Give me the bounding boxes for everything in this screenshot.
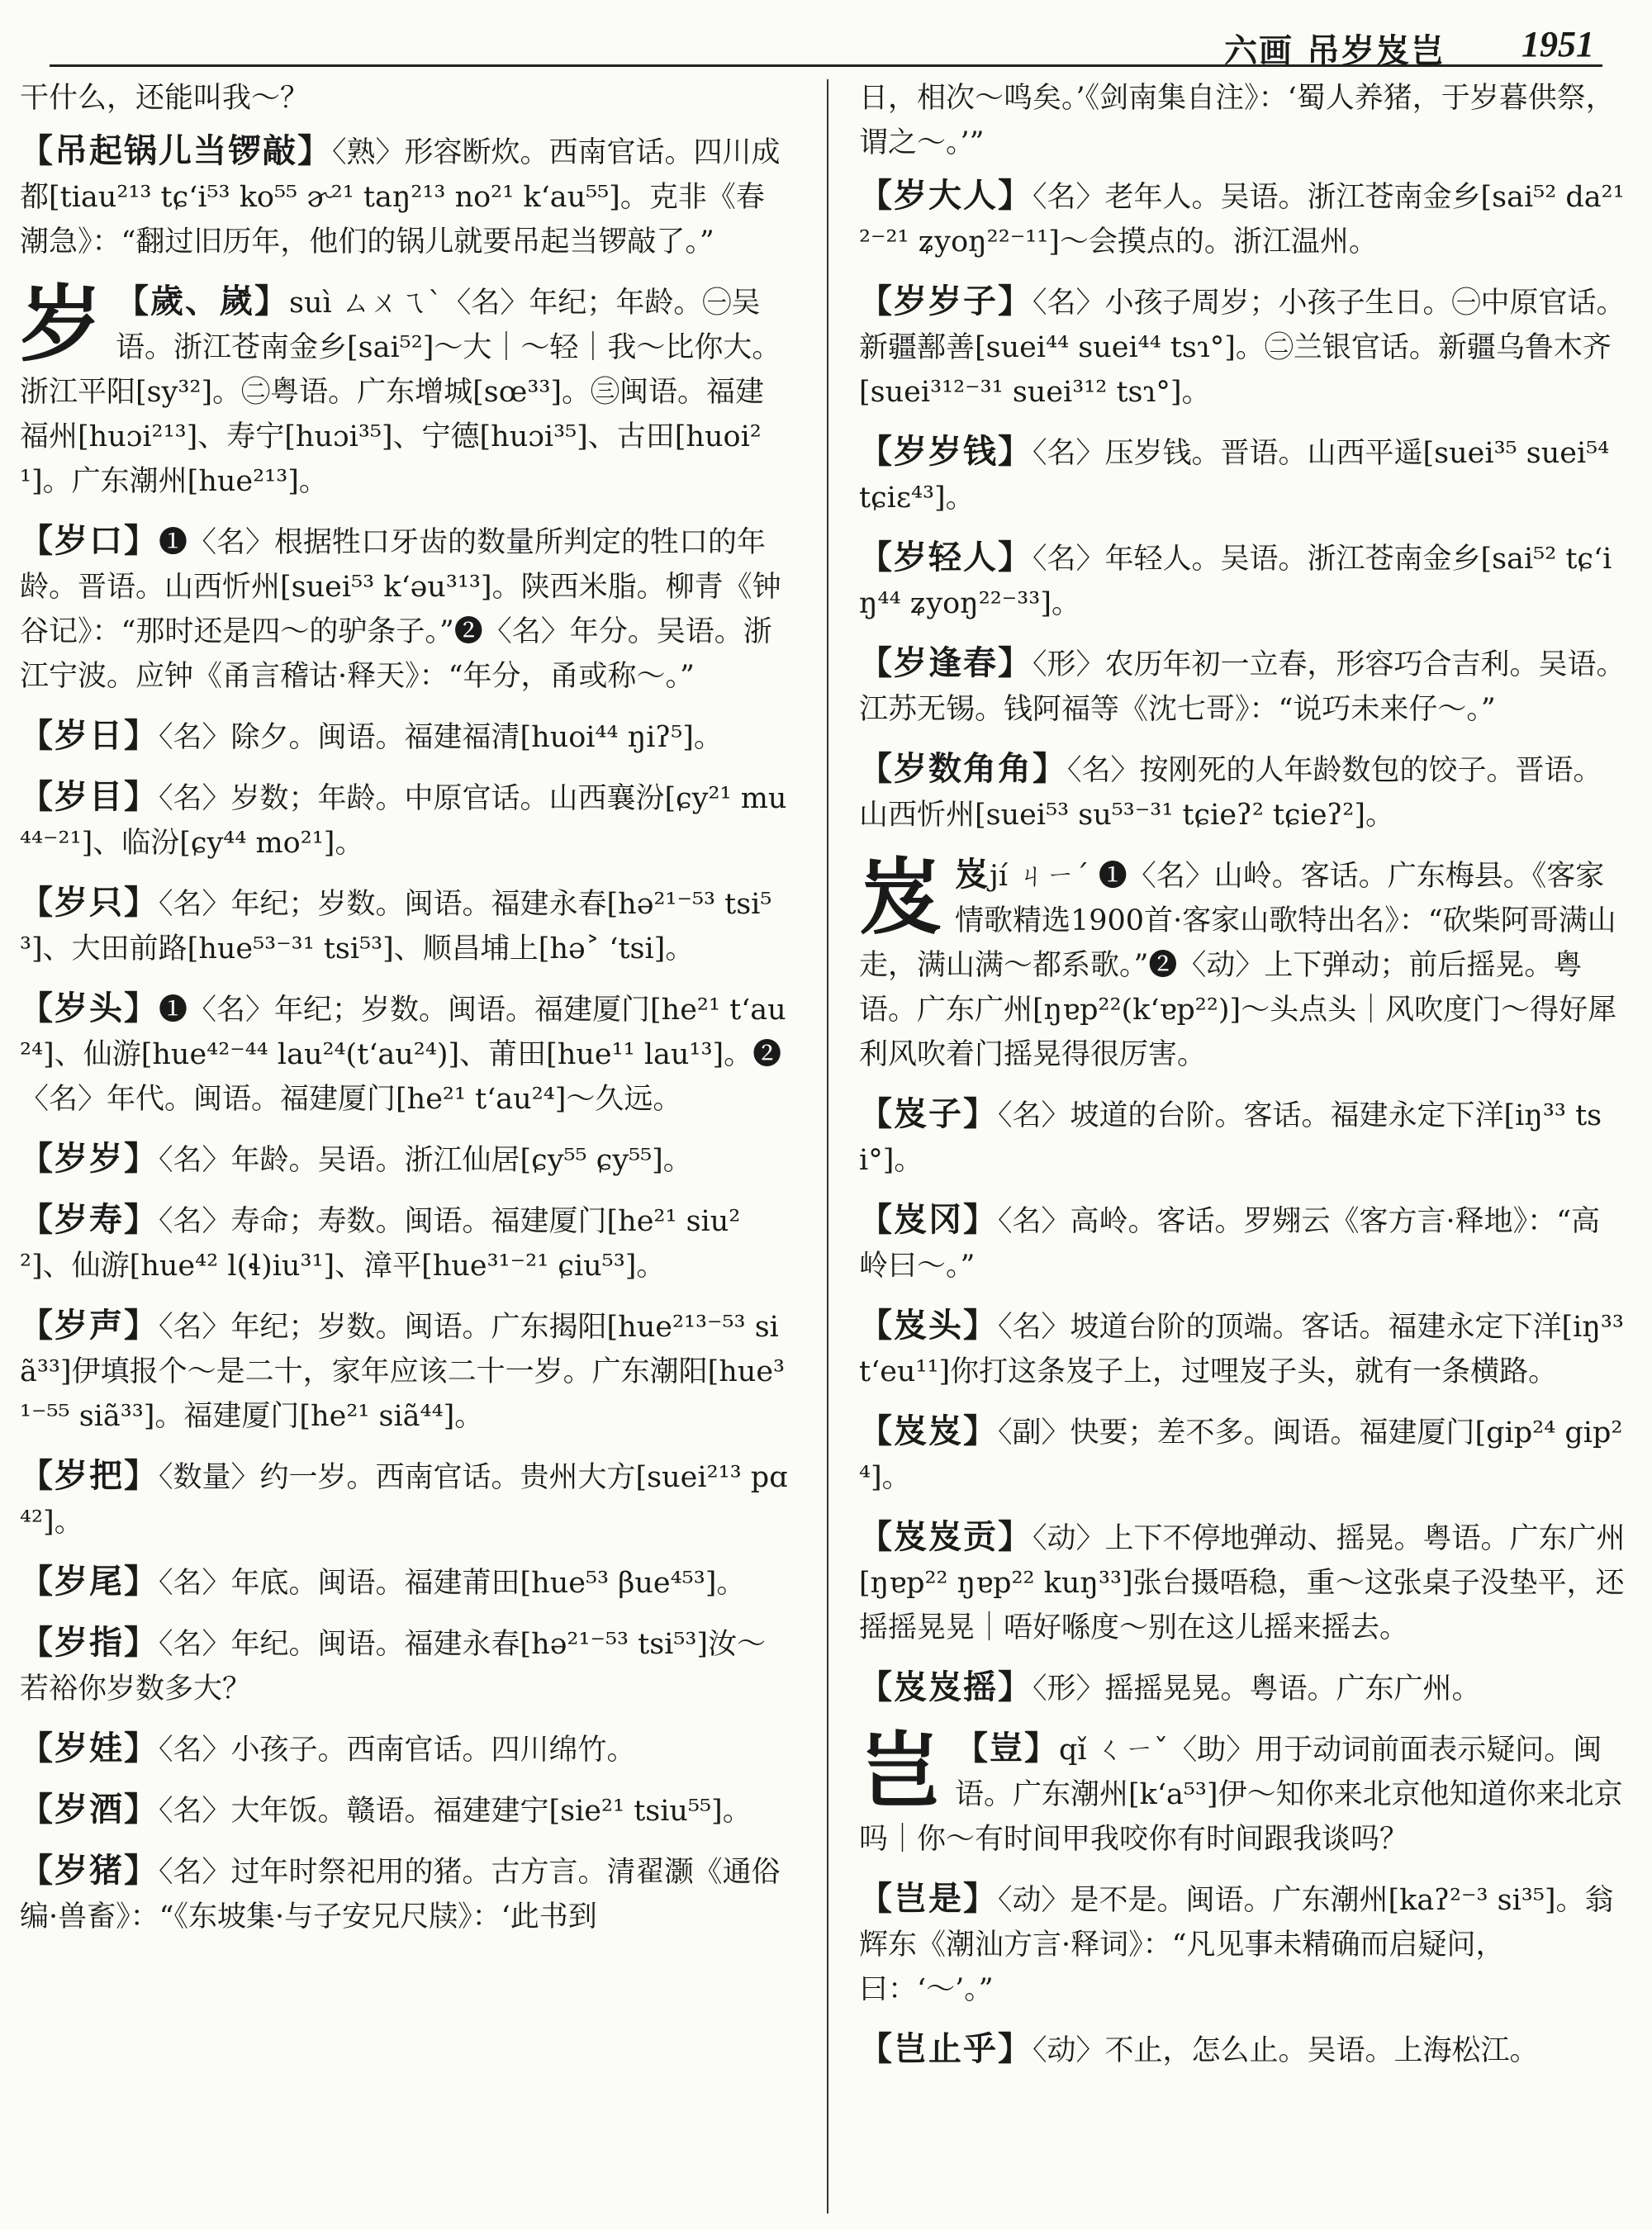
dictionary-entry [20, 1787, 788, 1834]
dictionary-entry [20, 714, 788, 760]
entry-headword: 【吊起锅儿当锣敲】 [20, 131, 332, 170]
entry-headword: 【岁岁】 [20, 1139, 159, 1178]
dictionary-entry [20, 986, 788, 1122]
dictionary-entry [859, 1303, 1627, 1394]
continuation-text: 日，相次～鸣矣。’《剑南集自注》：‘蜀人养猪，于岁暮供祭，谓之～。’” [859, 82, 1615, 159]
entry-headword: 【岌岌贡】 [859, 1517, 1032, 1556]
entry-headword: 【岁指】 [20, 1623, 159, 1662]
dictionary-entry [20, 1726, 788, 1772]
entry-headword: 【岂是】 [859, 1879, 998, 1918]
dictionary-entry [20, 1620, 788, 1711]
dictionary-entry [20, 1303, 788, 1439]
entry-headword: 【岁大人】 [859, 176, 1032, 215]
entry-headword: 【岁日】 [20, 716, 159, 755]
continuation-text: 干什么，还能叫我～？ [20, 82, 310, 115]
entry-definition: 〈名〉年底。闽语。福建莆田[hue⁵³ βue⁴⁵³]。 [159, 1567, 746, 1600]
dictionary-entry [859, 2027, 1627, 2073]
entry-headword: 【岁岁钱】 [859, 432, 1032, 471]
entry-headword: 岌 [955, 855, 990, 894]
dictionary-entry [859, 641, 1627, 732]
head-character: 岂 [859, 1722, 942, 1820]
dictionary-entry [20, 880, 788, 971]
entry-definition: qǐ ㄑㄧˇ〈助〉用于动词前面表示疑问。闽语。广东潮州[kʻa⁵³]伊～知你来北京他知道你来北京吗｜你～有时间甲我咬你有时间跟我谈吗？ [859, 1734, 1623, 1856]
dictionary-entry [859, 848, 1627, 1077]
entry-definition: 〈名〉坡道的台阶。客话。福建永定下洋[iŋ³³ tsi°]。 [859, 1099, 1602, 1177]
entry-headword: 【岌头】 [859, 1306, 998, 1345]
entry-definition: 〈熟〉形容断炊。西南官话。四川成都[tiau²¹³ tɕʻi⁵³ ko⁵⁵ ɚ²¹ taŋ²¹³ no²¹ kʻau⁵⁵]。克非《春潮急》：“翻过旧历年，他们的锅儿就要吊起当锣敲了。” [20, 136, 781, 259]
entry-headword: 【岁口】 [20, 521, 159, 560]
entry-definition: 〈名〉年纪；岁数。闽语。广东揭阳[hue²¹³⁻⁵³ siã³³]伊填报个～是二十，家年应该二十一岁。广东潮阳[hue³¹⁻⁵⁵ siã³³]。福建厦门[he²¹ siã⁴⁴]。 [20, 1311, 786, 1433]
right-column [859, 76, 1627, 2088]
entry-definition: 〈名〉过年时祭祀用的猪。古方言。清翟灏《通俗编·兽畜》：“《东坡集·与子安兄尺牍》：‘此书到 [20, 1856, 781, 1933]
header-rule [50, 64, 1602, 67]
left-column [20, 76, 788, 1954]
entry-definition: 〈名〉除夕。闽语。福建福清[huoi⁴⁴ ŋiʔ⁵]。 [159, 721, 723, 754]
entry-headword: 【岌岌摇】 [859, 1668, 1032, 1706]
entry-definition: 〈名〉寿命；寿数。闽语。福建厦门[he²¹ siu²²]、仙游[hue⁴² l(ɬ)iu³¹]、漳平[hue³¹⁻²¹ ɕiu⁵³]。 [20, 1205, 741, 1283]
entry-definition: 〈动〉不止，怎么止。吴语。上海松江。 [1032, 2034, 1539, 2067]
entry-definition: 〈动〉上下不停地弹动、摇晃。粤语。广东广州[ŋɐp²² ŋɐp²² kuŋ³³]张台摄唔稳，重～这张桌子没垫平，还摇摇晃晃｜唔好喺度～别在这儿摇来摇去。 [859, 1522, 1626, 1644]
dictionary-entry [20, 1848, 788, 1939]
entry-definition: 〈名〉年纪；岁数。闽语。福建永春[hə²¹⁻⁵³ tsi⁵³]、大田前路[hue⁵³⁻³¹ tsi⁵³]、顺昌埔上[hə˃ ʻtsi]。 [20, 888, 772, 966]
dictionary-entry [859, 1722, 1627, 1862]
dictionary-entry [20, 129, 788, 264]
entry-definition: 〈形〉摇摇晃晃。粤语。广东广州。 [1032, 1672, 1481, 1706]
entry-definition: 〈名〉年纪。闽语。福建永春[hə²¹⁻⁵³ tsi⁵³]汝～若裕你岁数多大？ [20, 1628, 767, 1706]
head-character: 岌 [859, 848, 942, 946]
entry-headword: 【岁娃】 [20, 1729, 159, 1767]
entry-definition: 〈名〉年龄。吴语。浙江仙居[ɕy⁵⁵ ɕy⁵⁵]。 [159, 1144, 692, 1177]
dictionary-entry [859, 429, 1627, 520]
entry-headword: 【岁寿】 [20, 1200, 159, 1239]
entry-definition: 〈名〉老年人。吴语。浙江苍南金乡[sai⁵² da²¹²⁻²¹ ʑyoŋ²²⁻¹¹]～会摸点的。浙江温州。 [859, 181, 1625, 259]
entry-headword: 【岌子】 [859, 1094, 998, 1133]
entry-headword: 【岁只】 [20, 883, 159, 922]
entry-definition: 〈名〉压岁钱。晋语。山西平遥[suei³⁵ suei⁵⁴ tɕiɛ⁴³]。 [859, 437, 1610, 515]
dictionary-entry [859, 1092, 1627, 1183]
entry-definition: suì ㄙㄨㄟˋ〈名〉年纪；年龄。㊀吴语。浙江苍南金乡[sai⁵²]～大｜～轻｜我～比你大。浙江平阳[sy³²]。㊁粤语。广东增城[sœ³³]。㊂闽语。福建福州[huɔi²¹³]、寿宁[huɔi³⁵]、宁德[huɔi³⁵]、古田[huoi²¹]。广东潮州[hue²¹³]。 [20, 287, 781, 498]
head-character: 岁 [20, 275, 102, 372]
entry-definition: 〈副〉快要；差不多。闽语。福建厦门[gip²⁴ gip²⁴]。 [859, 1416, 1623, 1494]
entry-headword: 【岁尾】 [20, 1562, 159, 1601]
entry-definition: 〈名〉坡道台阶的顶端。客话。福建永定下洋[iŋ³³ tʻeu¹¹]你打这条岌子上，过哩岌子头，就有一条横路。 [859, 1311, 1624, 1388]
entry-headword: 【岁猪】 [20, 1851, 159, 1890]
page-number: 1951 [1521, 24, 1594, 64]
dictionary-entry [859, 1877, 1627, 2012]
dictionary-entry [20, 519, 788, 699]
dictionary-entry [859, 173, 1627, 264]
dictionary-entry [20, 275, 788, 504]
dictionary-entry [20, 1198, 788, 1288]
entry-headword: 【岁头】 [20, 989, 159, 1027]
dictionary-entry [859, 1515, 1627, 1650]
entry-definition: 〈名〉大年饭。赣语。福建建宁[sie²¹ tsiu⁵⁵]。 [159, 1795, 752, 1828]
dictionary-entry [20, 775, 788, 866]
entry-headword: 【岁岁子】 [859, 282, 1032, 320]
dictionary-entry [859, 1409, 1627, 1500]
entry-definition: 〈名〉岁数；年龄。中原官话。山西襄汾[ɕy²¹ mu⁴⁴⁻²¹]、临汾[ɕy⁴⁴ mo²¹]。 [20, 782, 787, 860]
entry-headword: 【岁声】 [20, 1306, 159, 1345]
entry-definition: 〈动〉是不是。闽语。广东潮州[kaʔ²⁻³ si³⁵]。翁辉东《潮汕方言·释词》：“凡见事未精确而启疑问，曰：‘～’。” [859, 1884, 1614, 2006]
entry-definition: ❶〈名〉年纪；岁数。闽语。福建厦门[he²¹ tʻau²⁴]、仙游[hue⁴²⁻⁴⁴ lau²⁴(tʻau²⁴)]、莆田[hue¹¹ lau¹³]。❷〈名〉年代。闽语。福建厦门[he²¹ tʻau²⁴]～久远。 [20, 994, 786, 1116]
dictionary-entry [859, 535, 1627, 626]
dictionary-entry [859, 279, 1627, 415]
entry-definition: 〈数量〉约一岁。西南官话。贵州大方[suei²¹³ pɑ⁴²]。 [20, 1461, 788, 1539]
dictionary-entry [859, 747, 1627, 837]
dictionary-entry [20, 1559, 788, 1606]
entry-definition: 〈名〉小孩子。西南官话。四川绵竹。 [159, 1734, 636, 1767]
dictionary-entry [859, 1665, 1627, 1711]
entry-headword: 【岁数角角】 [859, 749, 1067, 788]
dictionary-entry [859, 1198, 1627, 1288]
entry-definition: jí ㄐㄧˊ ❶〈名〉山岭。客话。广东梅县。《客家情歌精选1900首·客家山歌特出名》：“砍柴阿哥满山走，满山满～都系歌。”❷〈动〉上下弹动；前后摇晃。粤语。广东广州[ŋɐp²²(kʻɐp²²)]～头点头｜风吹度门～得好犀利风吹着门摇晃得很厉害。 [859, 860, 1617, 1071]
entry-headword: 【歲、嵗】 [116, 282, 289, 320]
section-title: 六画 吊岁岌岂 [1224, 31, 1446, 70]
entry-headword: 【岁酒】 [20, 1790, 159, 1829]
page-header [50, 20, 1602, 70]
entry-definition: 〈名〉小孩子周岁；小孩子生日。㊀中原官话。新疆鄯善[suei⁴⁴ suei⁴⁴ tsɿ°]。㊁兰银官话。新疆乌鲁木齐[suei³¹²⁻³¹ suei³¹² tsɿ°]。 [859, 287, 1626, 409]
entry-headword: 【岁轻人】 [859, 538, 1032, 576]
entry-headword: 【岌岌】 [859, 1412, 998, 1450]
entry-headword: 【岌冈】 [859, 1200, 998, 1239]
entry-headword: 【岁逢春】 [859, 643, 1032, 682]
entry-headword: 【岁把】 [20, 1456, 159, 1495]
dictionary-entry [20, 1454, 788, 1544]
entry-headword: 【岂止乎】 [859, 2029, 1032, 2068]
entry-definition: 〈名〉按刚死的人年龄数包的饺子。晋语。山西忻州[suei⁵³ su⁵³⁻³¹ tɕieʔ² tɕieʔ²]。 [859, 754, 1602, 832]
entry-definition: ❶〈名〉根据牲口牙齿的数量所判定的牲口的年龄。晋语。山西忻州[suei⁵³ kʻəu³¹³]。陕西米脂。柳青《钟谷记》：“那时还是四～的驴条子。”❷〈名〉年分。吴语。浙江宁波。应钟《甬言稽诂·释天》：“年分，甬或称～。” [20, 526, 781, 693]
entry-definition: 〈名〉高岭。客话。罗翙云《客方言·释地》：“高岭曰～。” [859, 1205, 1601, 1283]
dictionary-entry [20, 1136, 788, 1183]
entry-definition: 〈名〉年轻人。吴语。浙江苍南金乡[sai⁵² tɕʻiŋ⁴⁴ ʑyoŋ²²⁻³³]。 [859, 543, 1612, 620]
entry-definition: 〈形〉农历年初一立春，形容巧合吉利。吴语。江苏无锡。钱阿福等《沈七哥》：“说巧未来仔～。” [859, 648, 1626, 726]
entry-headword: 【豈】 [955, 1729, 1059, 1767]
entry-headword: 【岁目】 [20, 777, 159, 816]
column-divider [827, 79, 828, 2213]
